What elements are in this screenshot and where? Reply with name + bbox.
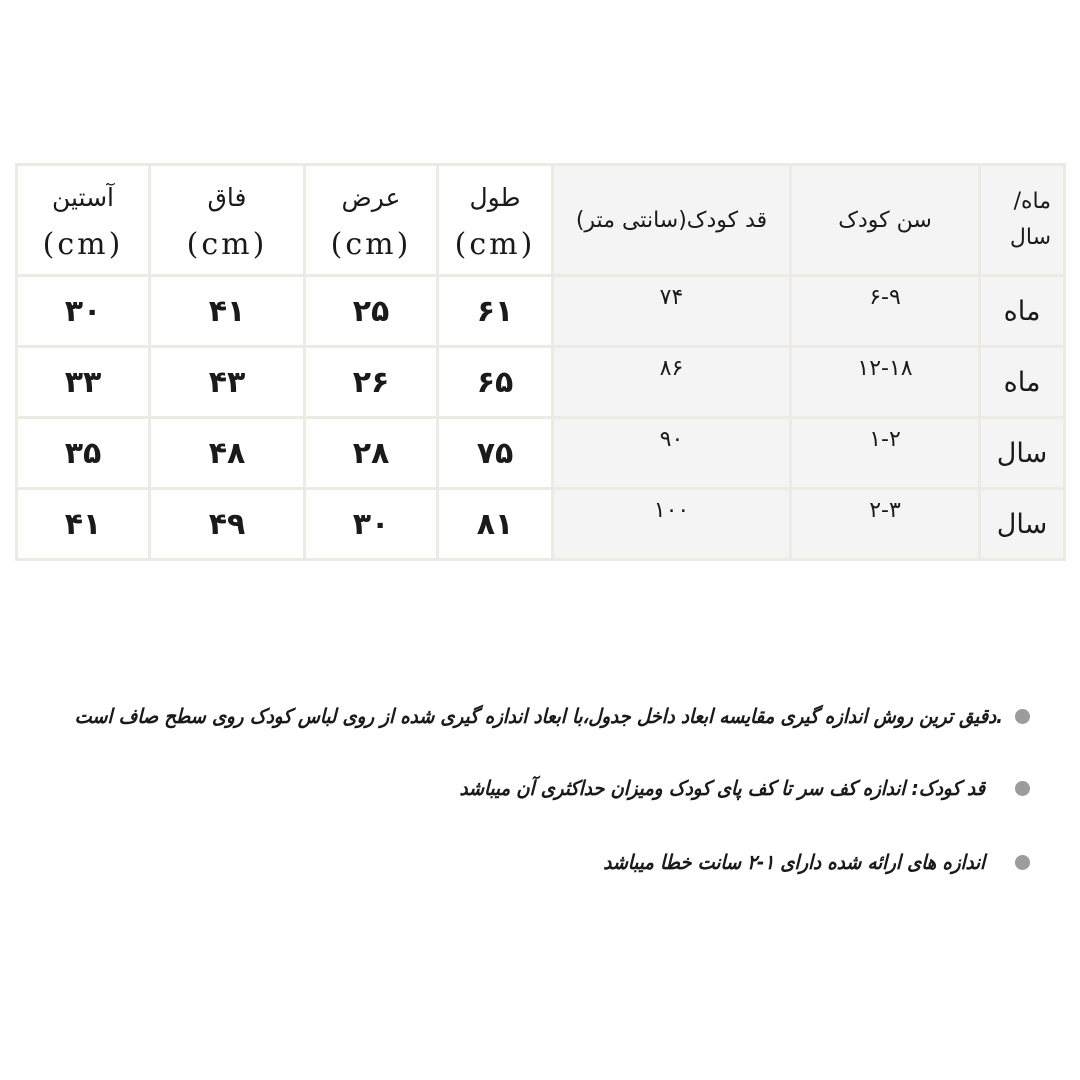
cell-leg [150, 489, 305, 560]
cell-age [791, 418, 980, 489]
note-child-height [459, 776, 1030, 800]
header-length-label: طول [469, 182, 521, 212]
header-width [305, 165, 438, 276]
leg-value: ۴۳ [208, 364, 246, 400]
unit-value: ماه [1003, 366, 1041, 398]
age-value: ۶-۹ [869, 285, 901, 310]
cell-height [553, 489, 791, 560]
cell-unit [980, 489, 1065, 560]
width-value: ۲۵ [352, 293, 390, 329]
cell-leg [150, 418, 305, 489]
cell-width [305, 418, 438, 489]
sleeve-value: ۳۰ [64, 293, 102, 329]
header-sleeve-unit: (cm) [42, 226, 124, 262]
header-child-age [791, 165, 980, 276]
sleeve-value: ۳۵ [64, 435, 102, 471]
length-value: ۷۵ [476, 435, 514, 471]
width-value: ۳۰ [352, 506, 390, 542]
header-width-unit: (cm) [330, 226, 412, 262]
note-tolerance [603, 850, 1030, 874]
cell-width [305, 489, 438, 560]
header-sleeve [17, 165, 150, 276]
sleeve-value: ۳۳ [64, 364, 102, 400]
leg-value: ۴۹ [208, 506, 246, 542]
age-value: ۱۲-۱۸ [857, 356, 913, 381]
cell-length [438, 489, 553, 560]
cell-sleeve [17, 489, 150, 560]
note-text: قد کودک: اندازه کف سر تا کف پای کودک ومیزان حداکثری آن میباشد [459, 776, 985, 800]
bullet-icon [1015, 781, 1030, 796]
cell-width [305, 347, 438, 418]
height-value: ۹۰ [659, 427, 684, 452]
header-child-height [553, 165, 791, 276]
unit-value: سال [996, 508, 1048, 540]
size-chart-table [15, 163, 1066, 561]
header-unit-line2: سال [1009, 225, 1051, 250]
cell-age [791, 276, 980, 347]
table-row [17, 347, 1065, 418]
width-value: ۲۶ [352, 364, 390, 400]
sleeve-value: ۴۱ [64, 506, 102, 542]
cell-unit [980, 276, 1065, 347]
cell-length [438, 276, 553, 347]
header-sleeve-label: آستین [51, 182, 114, 212]
header-child-age-label: سن کودک [838, 207, 932, 233]
height-value: ۱۰۰ [653, 498, 690, 523]
bullet-icon [1015, 709, 1030, 724]
cell-age [791, 489, 980, 560]
table-row [17, 418, 1065, 489]
width-value: ۲۸ [352, 435, 390, 471]
table-row [17, 489, 1065, 560]
cell-unit [980, 347, 1065, 418]
cell-leg [150, 276, 305, 347]
cell-sleeve [17, 276, 150, 347]
cell-height [553, 418, 791, 489]
header-unit-line1: ماه/ [1013, 188, 1051, 214]
height-value: ۸۶ [659, 356, 684, 381]
length-value: ۸۱ [476, 506, 514, 542]
age-value: ۱-۲ [869, 427, 901, 452]
cell-length [438, 347, 553, 418]
height-value: ۷۴ [659, 285, 684, 310]
cell-height [553, 276, 791, 347]
header-width-label: عرض [341, 182, 401, 212]
leg-value: ۴۸ [208, 435, 246, 471]
note-text: .دقیق ترین روش اندازه گیری مقایسه ابعاد داخل جدول،با ابعاد اندازه گیری شده از روی لباس کودک روی سطح صاف است [74, 704, 1003, 728]
length-value: ۶۱ [476, 293, 514, 329]
header-length-unit: (cm) [454, 226, 536, 262]
cell-unit [980, 418, 1065, 489]
age-value: ۲-۳ [869, 498, 901, 523]
header-leg-label: فاق [207, 182, 247, 212]
unit-value: ماه [1003, 295, 1041, 327]
header-leg [150, 165, 305, 276]
note-measurement-method [75, 704, 1030, 728]
bullet-icon [1015, 855, 1030, 870]
note-text: اندازه های ارائه شده دارای ۱-۲ سانت خطا میباشد [603, 850, 985, 874]
cell-age [791, 347, 980, 418]
header-length [438, 165, 553, 276]
header-unit [980, 165, 1065, 276]
header-child-height-label: قد کودک(سانتی متر) [575, 207, 768, 233]
unit-value: سال [996, 437, 1048, 469]
length-value: ۶۵ [476, 364, 514, 400]
leg-value: ۴۱ [208, 293, 246, 329]
cell-height [553, 347, 791, 418]
cell-leg [150, 347, 305, 418]
header-row [17, 165, 1065, 276]
cell-sleeve [17, 347, 150, 418]
header-leg-unit: (cm) [186, 226, 268, 262]
cell-sleeve [17, 418, 150, 489]
cell-width [305, 276, 438, 347]
table-row [17, 276, 1065, 347]
cell-length [438, 418, 553, 489]
